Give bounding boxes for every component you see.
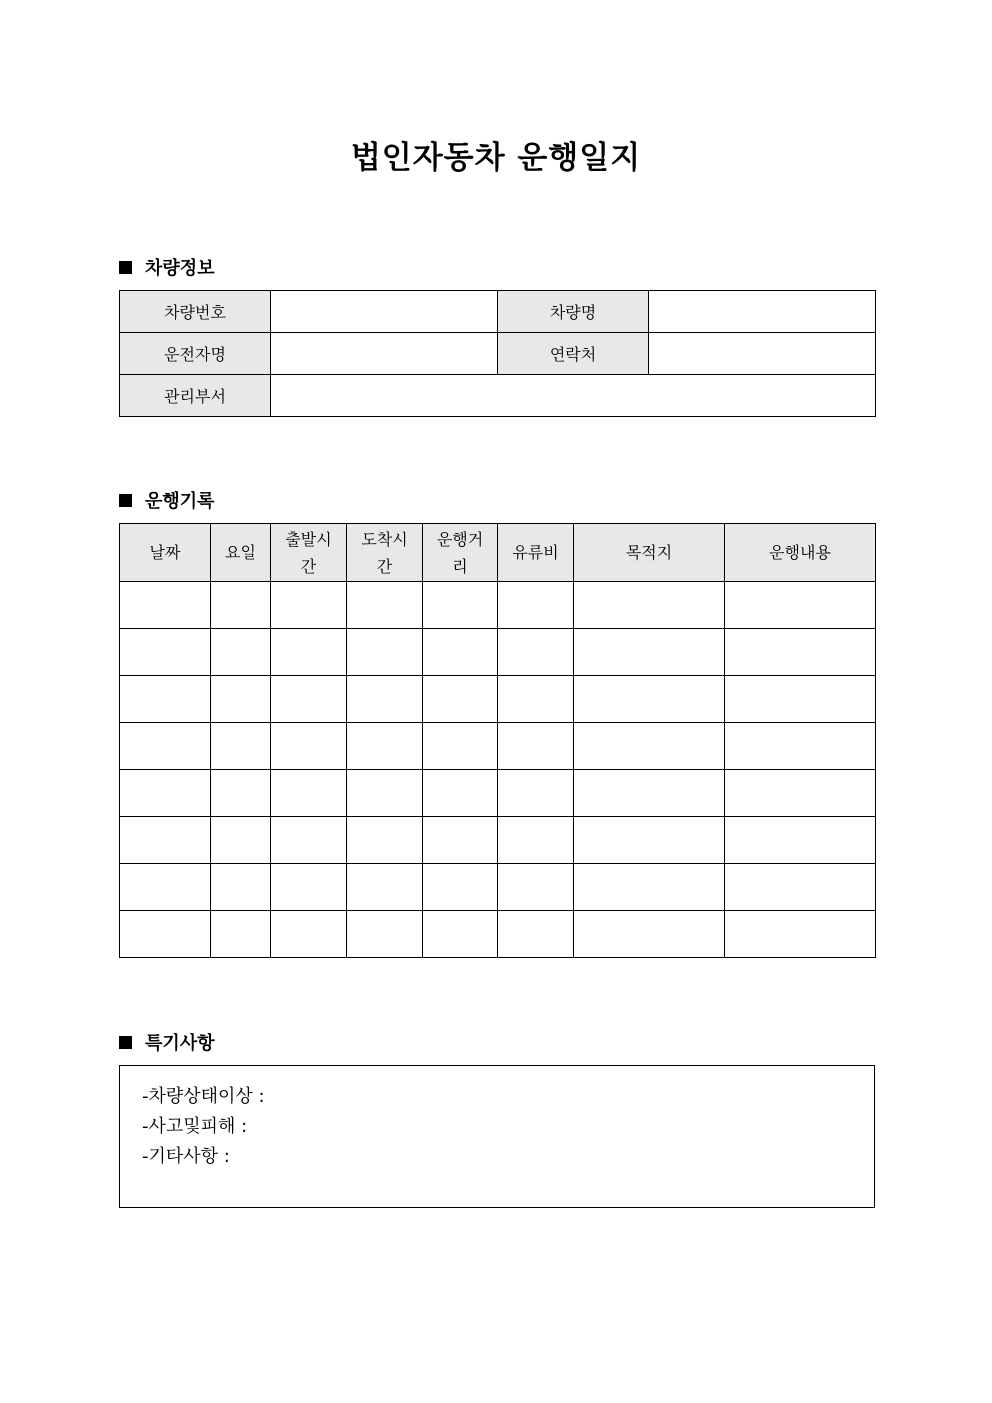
section-heading-label: 운행기록 <box>145 491 215 512</box>
log-cell[interactable] <box>347 629 423 676</box>
square-bullet-icon <box>119 261 132 274</box>
log-header-text: 목적지 <box>625 543 673 562</box>
table-row <box>120 676 876 723</box>
table-row <box>120 864 876 911</box>
log-cell[interactable] <box>725 770 876 817</box>
table-row <box>120 770 876 817</box>
log-cell[interactable] <box>347 723 423 770</box>
log-cell[interactable] <box>347 770 423 817</box>
log-cell[interactable] <box>120 770 211 817</box>
log-cell[interactable] <box>423 817 498 864</box>
log-cell[interactable] <box>725 864 876 911</box>
log-header-text-line2: 리 <box>452 556 468 576</box>
log-cell[interactable] <box>498 864 574 911</box>
list-item: -기타사항 : <box>142 1146 230 1167</box>
log-cell[interactable] <box>271 723 347 770</box>
log-cell[interactable] <box>120 864 211 911</box>
department-label: 관리부서 <box>120 375 271 417</box>
log-header-cell <box>211 524 271 582</box>
table-row <box>120 817 876 864</box>
vehicle-info-table <box>119 290 876 417</box>
log-cell[interactable] <box>574 723 725 770</box>
log-cell[interactable] <box>120 723 211 770</box>
log-header-cell <box>574 524 725 582</box>
log-cell[interactable] <box>423 911 498 958</box>
log-cell[interactable] <box>120 911 211 958</box>
section-heading-vehicle <box>119 254 215 280</box>
log-cell[interactable] <box>725 629 876 676</box>
log-cell[interactable] <box>574 911 725 958</box>
log-header-text: 유류비 <box>512 543 559 562</box>
log-cell[interactable] <box>498 676 574 723</box>
log-cell[interactable] <box>211 676 271 723</box>
log-cell[interactable] <box>211 817 271 864</box>
log-header-text-line2: 간 <box>300 556 317 576</box>
log-header-cell <box>120 524 211 582</box>
log-header-cell <box>271 524 347 582</box>
log-cell[interactable] <box>498 911 574 958</box>
log-header-text: 운행내용 <box>769 543 831 562</box>
driver-name-label: 운전자명 <box>120 333 271 375</box>
log-cell[interactable] <box>211 770 271 817</box>
log-cell[interactable] <box>574 676 725 723</box>
log-cell[interactable] <box>211 582 271 629</box>
log-cell[interactable] <box>120 817 211 864</box>
log-cell[interactable] <box>271 817 347 864</box>
log-cell[interactable] <box>423 770 498 817</box>
log-header-cell <box>423 524 498 582</box>
log-cell[interactable] <box>498 582 574 629</box>
notes-list <box>120 1066 874 1172</box>
log-cell[interactable] <box>725 911 876 958</box>
notes-box[interactable] <box>119 1065 875 1208</box>
log-cell[interactable] <box>211 911 271 958</box>
log-cell[interactable] <box>271 629 347 676</box>
list-item: -사고및피해 : <box>142 1116 248 1137</box>
log-cell[interactable] <box>211 629 271 676</box>
square-bullet-icon <box>119 1036 132 1049</box>
log-cell[interactable] <box>347 911 423 958</box>
log-cell[interactable] <box>271 676 347 723</box>
log-header-cell <box>498 524 574 582</box>
log-header-text: 요일 <box>225 543 256 562</box>
log-cell[interactable] <box>347 676 423 723</box>
log-cell[interactable] <box>725 582 876 629</box>
log-cell[interactable] <box>574 582 725 629</box>
section-heading-label: 특기사항 <box>145 1033 215 1054</box>
log-header-text: 운행거 <box>436 529 484 549</box>
list-item: -차량상태이상 : <box>142 1086 265 1107</box>
log-cell[interactable] <box>423 676 498 723</box>
log-header-cell <box>347 524 423 582</box>
log-cell[interactable] <box>574 770 725 817</box>
page-title: 법인자동차 운행일지 <box>350 140 642 176</box>
log-cell[interactable] <box>347 582 423 629</box>
log-cell[interactable] <box>498 770 574 817</box>
log-cell[interactable] <box>574 864 725 911</box>
log-cell[interactable] <box>423 582 498 629</box>
log-cell[interactable] <box>423 629 498 676</box>
plate-number-field[interactable] <box>271 291 498 333</box>
log-cell[interactable] <box>574 817 725 864</box>
log-cell[interactable] <box>347 817 423 864</box>
log-cell[interactable] <box>120 676 211 723</box>
log-header-text: 도착시 <box>361 529 408 549</box>
log-cell[interactable] <box>347 864 423 911</box>
log-header-text: 출발시 <box>285 529 332 549</box>
log-cell[interactable] <box>574 629 725 676</box>
driving-log-table <box>119 523 876 958</box>
table-row <box>120 911 876 958</box>
log-cell[interactable] <box>271 911 347 958</box>
log-cell[interactable] <box>271 582 347 629</box>
contact-label: 연락처 <box>498 333 649 375</box>
plate-number-label: 차량번호 <box>120 291 271 333</box>
log-cell[interactable] <box>423 864 498 911</box>
vehicle-model-label: 차량명 <box>498 291 649 333</box>
log-cell[interactable] <box>271 864 347 911</box>
square-bullet-icon <box>119 494 132 507</box>
log-cell[interactable] <box>211 864 271 911</box>
driver-name-field[interactable] <box>271 333 498 375</box>
section-heading-notes <box>119 1029 215 1055</box>
section-heading-log <box>119 487 215 513</box>
log-header-row <box>120 524 876 582</box>
log-cell[interactable] <box>725 723 876 770</box>
log-cell[interactable] <box>725 817 876 864</box>
table-row <box>120 723 876 770</box>
log-cell[interactable] <box>725 676 876 723</box>
log-cell[interactable] <box>423 723 498 770</box>
log-cell[interactable] <box>120 629 211 676</box>
log-cell[interactable] <box>498 817 574 864</box>
log-cell[interactable] <box>498 723 574 770</box>
section-heading-label: 차량정보 <box>145 258 215 279</box>
log-header-cell <box>725 524 876 582</box>
log-cell[interactable] <box>120 582 211 629</box>
log-cell[interactable] <box>498 629 574 676</box>
log-header-text: 날짜 <box>149 543 181 562</box>
table-row <box>120 629 876 676</box>
table-row <box>120 582 876 629</box>
log-cell[interactable] <box>211 723 271 770</box>
contact-field[interactable] <box>649 333 876 375</box>
department-field[interactable] <box>271 375 876 417</box>
vehicle-model-field[interactable] <box>649 291 876 333</box>
log-header-text-line2: 간 <box>376 556 393 576</box>
log-cell[interactable] <box>271 770 347 817</box>
